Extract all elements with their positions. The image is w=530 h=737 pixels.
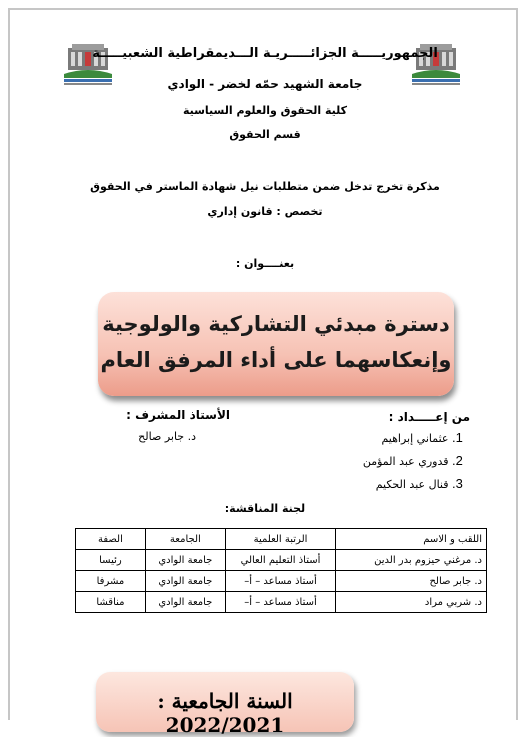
- student-item: [381, 430, 470, 445]
- supervisor-name: د. جابر صالح: [138, 430, 196, 443]
- student-number: 1.: [452, 430, 463, 445]
- table-cell: أستاذ مساعد – أ–: [225, 571, 335, 592]
- table-cell: د. شربي مراد: [336, 592, 487, 613]
- table-cell: د. جابر صالح: [336, 571, 487, 592]
- title-label: بعنــــوان :: [235, 257, 295, 270]
- committee-table: [75, 528, 487, 613]
- student-item: [363, 453, 470, 468]
- student-name: قدوري عبد المؤمن: [362, 455, 449, 468]
- table-cell: جامعة الوادي: [145, 571, 225, 592]
- prepared-by-label: من إعـــــداد :: [388, 410, 470, 424]
- table-cell: جامعة الوادي: [145, 592, 225, 613]
- student-number: 3.: [452, 476, 463, 491]
- department-name: قسم الحقوق: [229, 128, 301, 141]
- student-number: 2.: [452, 453, 463, 468]
- supervisor-label: الأستاذ المشرف :: [126, 408, 230, 422]
- faculty-name: كلية الحقوق والعلوم السياسية: [182, 104, 348, 117]
- table-row: [76, 592, 487, 613]
- table-cell: جامعة الوادي: [145, 550, 225, 571]
- column-header: اللقب و الاسم: [336, 529, 487, 550]
- academic-year: السنة الجامعية : 2022/2021: [157, 689, 293, 737]
- table-cell: أستاذ التعليم العالي: [225, 550, 335, 571]
- table-cell: مناقشا: [76, 592, 146, 613]
- table-row: [76, 550, 487, 571]
- thesis-title-line1: دسترة مبدئي التشاركية والولوجية: [102, 312, 450, 336]
- table-header-row: [76, 529, 487, 550]
- memo-description: مذكرة تخرج تدخل ضمن متطلبات نيل شهادة الماستر في الحقوق: [90, 180, 440, 193]
- column-header: الرتبة العلمية: [225, 529, 335, 550]
- thesis-title-line2: وإنعكاسهما على أداء المرفق العام: [100, 348, 452, 372]
- column-header: الجامعة: [145, 529, 225, 550]
- table-cell: د. مرغني حيزوم بدر الدين: [336, 550, 487, 571]
- committee-label: لجنة المناقشة:: [224, 502, 306, 515]
- specialty: تخصص : قانون إداري: [207, 205, 323, 218]
- academic-year-box: [96, 672, 354, 737]
- student-item: [376, 476, 470, 491]
- student-name: قنال عبد الحكيم: [375, 478, 449, 491]
- student-name: عثماني إبراهيم: [381, 432, 449, 445]
- table-row: [76, 571, 487, 592]
- university-name: جامعة الشهيد حمّه لخضر - الوادي: [167, 77, 363, 91]
- table-cell: رئيسا: [76, 550, 146, 571]
- republic-name: الجمهوريـــــة الجزائـــــريـة الـــديمقراطية الشعبيـــــة: [92, 46, 438, 61]
- table-cell: مشرفا: [76, 571, 146, 592]
- thesis-title-box: [98, 292, 454, 396]
- table-cell: أستاذ مساعد – أ–: [225, 592, 335, 613]
- column-header: الصفة: [76, 529, 146, 550]
